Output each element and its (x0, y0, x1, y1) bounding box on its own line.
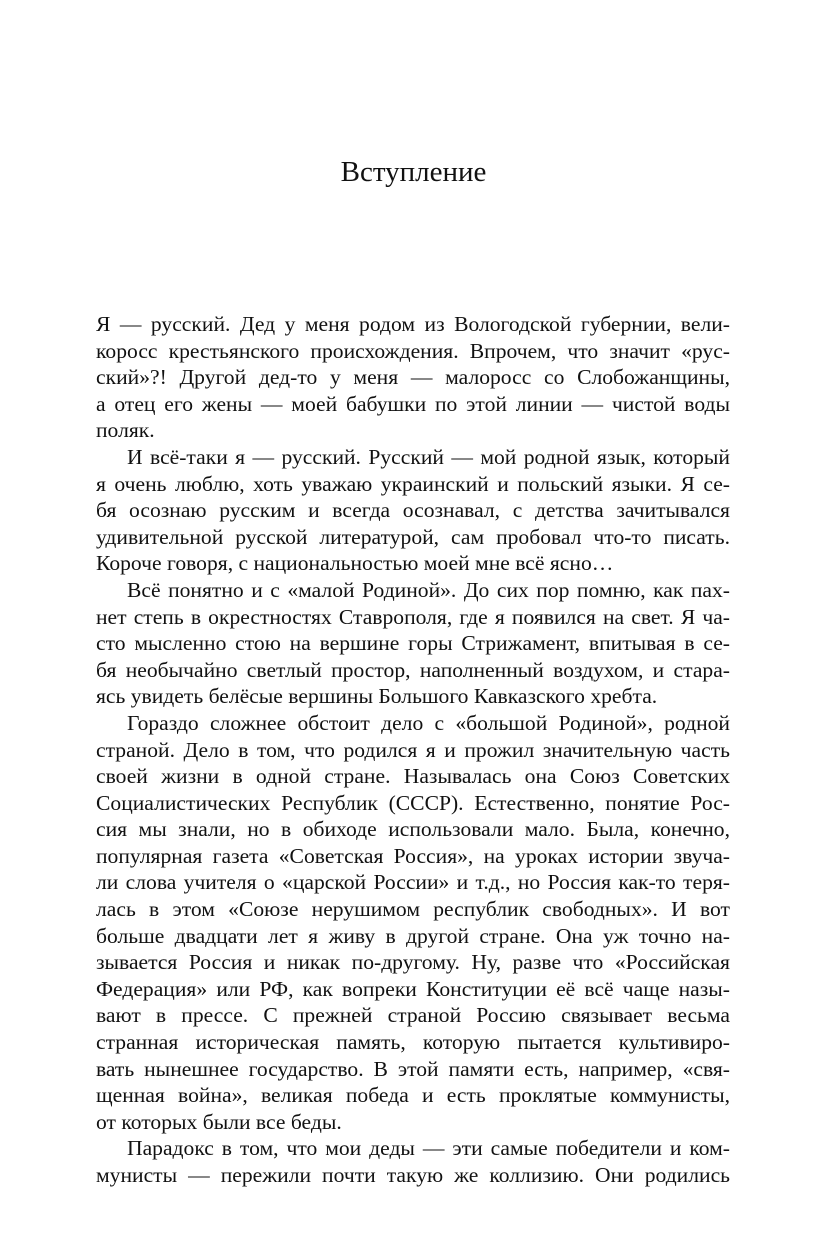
text-line: Гораздо сложнее обстоит дело с «большой Родиной», родной (127, 710, 730, 735)
text-line: поляк. (96, 418, 155, 443)
text-line: от которых были все беды. (96, 1109, 342, 1134)
text-line: страной. Дело в том, что родился я и прожил значительную часть (96, 737, 730, 762)
text-line: Парадокс в том, что мои деды — эти самые победители и ком- (127, 1136, 730, 1161)
text-line: ясь увидеть белёсые вершины Большого Кавказского хребта. (96, 684, 658, 709)
text-line: лась в этом «Союзе нерушимом республик свободных». И вот (96, 897, 730, 922)
text-line: И всё-таки я — русский. Русский — мой родной язык, который (127, 444, 730, 469)
text-line: Федерация» или РФ, как вопреки Конституции её всё чаще назы- (96, 976, 730, 1001)
text-line: я очень люблю, хоть уважаю украинский и польский языки. Я се- (96, 471, 730, 496)
text-line: сия мы знали, но в обиходе использовали мало. Была, конечно, (96, 817, 730, 842)
chapter-title: Вступление (340, 156, 487, 188)
text-line: ли слова учителя о «царской России» и т.д., но Россия как-то теря- (96, 870, 730, 895)
text-line: Социалистических Республик (СССР). Естественно, понятие Рос- (96, 790, 730, 815)
text-line: вать нынешнее государство. В этой памяти есть, например, «свя- (96, 1056, 730, 1081)
text-line: Короче говоря, с национальностью моей мне всё ясно… (96, 551, 614, 576)
text-line: мунисты — пережили почти такую же коллизию. Они родились (96, 1163, 730, 1187)
text-line: ский»?! Другой дед-то у меня — малоросс со Слобожанщины, (96, 365, 730, 390)
text-line: Я — русский. Дед у меня родом из Вологодской губернии, вели- (96, 312, 730, 336)
body-text (96, 311, 730, 1189)
text-line: своей жизни в одной стране. Называлась она Союз Советских (96, 764, 730, 789)
text-line: странная историческая память, которую пытается культивиро- (96, 1030, 730, 1055)
text-line: сто мысленно стою на вершине горы Стрижамент, впитывая в се- (96, 631, 730, 656)
text-line: а отец его жены — моей бабушки по этой линии — чистой воды (96, 391, 730, 416)
text-line: больше двадцати лет я живу в другой стране. Она уж точно на- (96, 923, 730, 948)
text-line: популярная газета «Советская Россия», на уроках истории звуча- (96, 843, 730, 868)
text-line: вают в прессе. С прежней страной Россию связывает весьма (96, 1003, 730, 1028)
text-line: Всё понятно и с «малой Родиной». До сих пор помню, как пах- (127, 577, 730, 602)
text-line: щенная война», великая победа и есть проклятые коммунисты, (96, 1083, 730, 1108)
text-line: бя осознаю русским и всегда осознавал, с детства зачитывался (96, 498, 730, 523)
text-line: зывается Россия и никак по-другому. Ну, разве что «Российская (96, 950, 730, 975)
text-line: бя необычайно светлый простор, наполненный воздухом, и стара- (96, 657, 730, 682)
text-line: нет степь в окрестностях Ставрополя, где я появился на свет. Я ча- (96, 604, 730, 629)
text-line: коросс крестьянского происхождения. Впрочем, что значит «рус- (96, 338, 730, 363)
text-line: удивительной русской литературой, сам пробовал что-то писать. (96, 524, 730, 549)
